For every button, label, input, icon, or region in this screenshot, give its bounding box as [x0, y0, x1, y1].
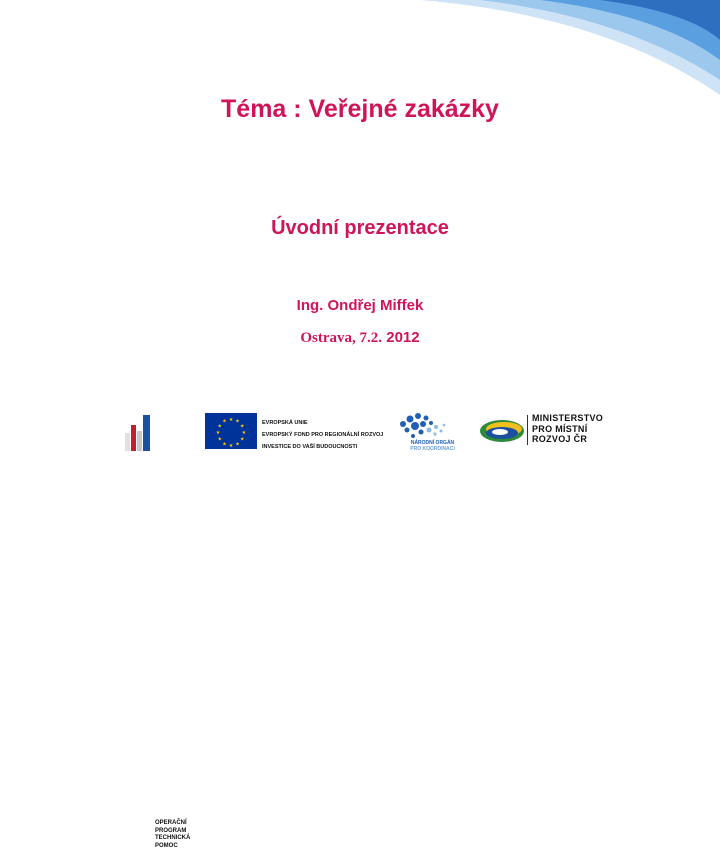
svg-text:★: ★ — [240, 424, 245, 430]
norg-line: NÁRODNÍ ORGÁN — [405, 441, 460, 447]
svg-text:★: ★ — [217, 437, 222, 443]
svg-text:★: ★ — [222, 441, 227, 447]
slide-subtitle: Úvodní prezentace — [0, 217, 720, 240]
svg-text:★: ★ — [222, 419, 227, 425]
year: 2012 — [386, 329, 419, 346]
ministerstvo-divider — [527, 415, 528, 445]
mmr-line: PRO MÍSTNÍ — [532, 424, 622, 435]
svg-text:★: ★ — [242, 430, 247, 436]
op-line: POMOC — [155, 843, 205, 850]
svg-text:★: ★ — [240, 437, 245, 443]
place-date — [0, 329, 720, 347]
op-line: PROGRAM — [155, 828, 205, 836]
svg-text:★: ★ — [235, 419, 240, 425]
svg-text:★: ★ — [229, 417, 234, 423]
eu-flag-icon — [205, 413, 257, 449]
svg-text:★: ★ — [235, 441, 240, 447]
eu-text — [262, 417, 387, 453]
eu-line: EVROPSKÁ UNIE — [262, 417, 387, 429]
svg-text:★: ★ — [229, 443, 234, 449]
mmr-line: MINISTERSTVO — [532, 413, 622, 424]
mmr-line: ROZVOJ ČR — [532, 434, 622, 445]
op-line: TECHNICKÁ — [155, 835, 205, 843]
svg-text:★: ★ — [216, 430, 221, 436]
eu-line: EVROPSKÝ FOND PRO REGIONÁLNÍ ROZVOJ — [262, 429, 387, 441]
slide-title: Téma : Veřejné zakázky — [0, 95, 720, 124]
operacni-program-text — [155, 820, 205, 850]
norg-line: PRO KOORDINACI — [405, 447, 460, 453]
operacni-program-logo-icon — [125, 413, 205, 453]
eu-line: INVESTICE DO VAŠÍ BUDOUCNOSTI — [262, 441, 387, 453]
ministerstvo-logo-icon — [478, 415, 526, 447]
ministerstvo-text — [532, 413, 622, 445]
svg-text:★: ★ — [217, 424, 222, 430]
author-name: Ing. Ondřej Miffek — [0, 297, 720, 314]
footer-logos — [0, 405, 720, 455]
place-and-date: Ostrava, 7.2. — [300, 330, 382, 346]
narodni-organ-text — [405, 441, 460, 452]
op-line: OPERAČNÍ — [155, 820, 205, 828]
